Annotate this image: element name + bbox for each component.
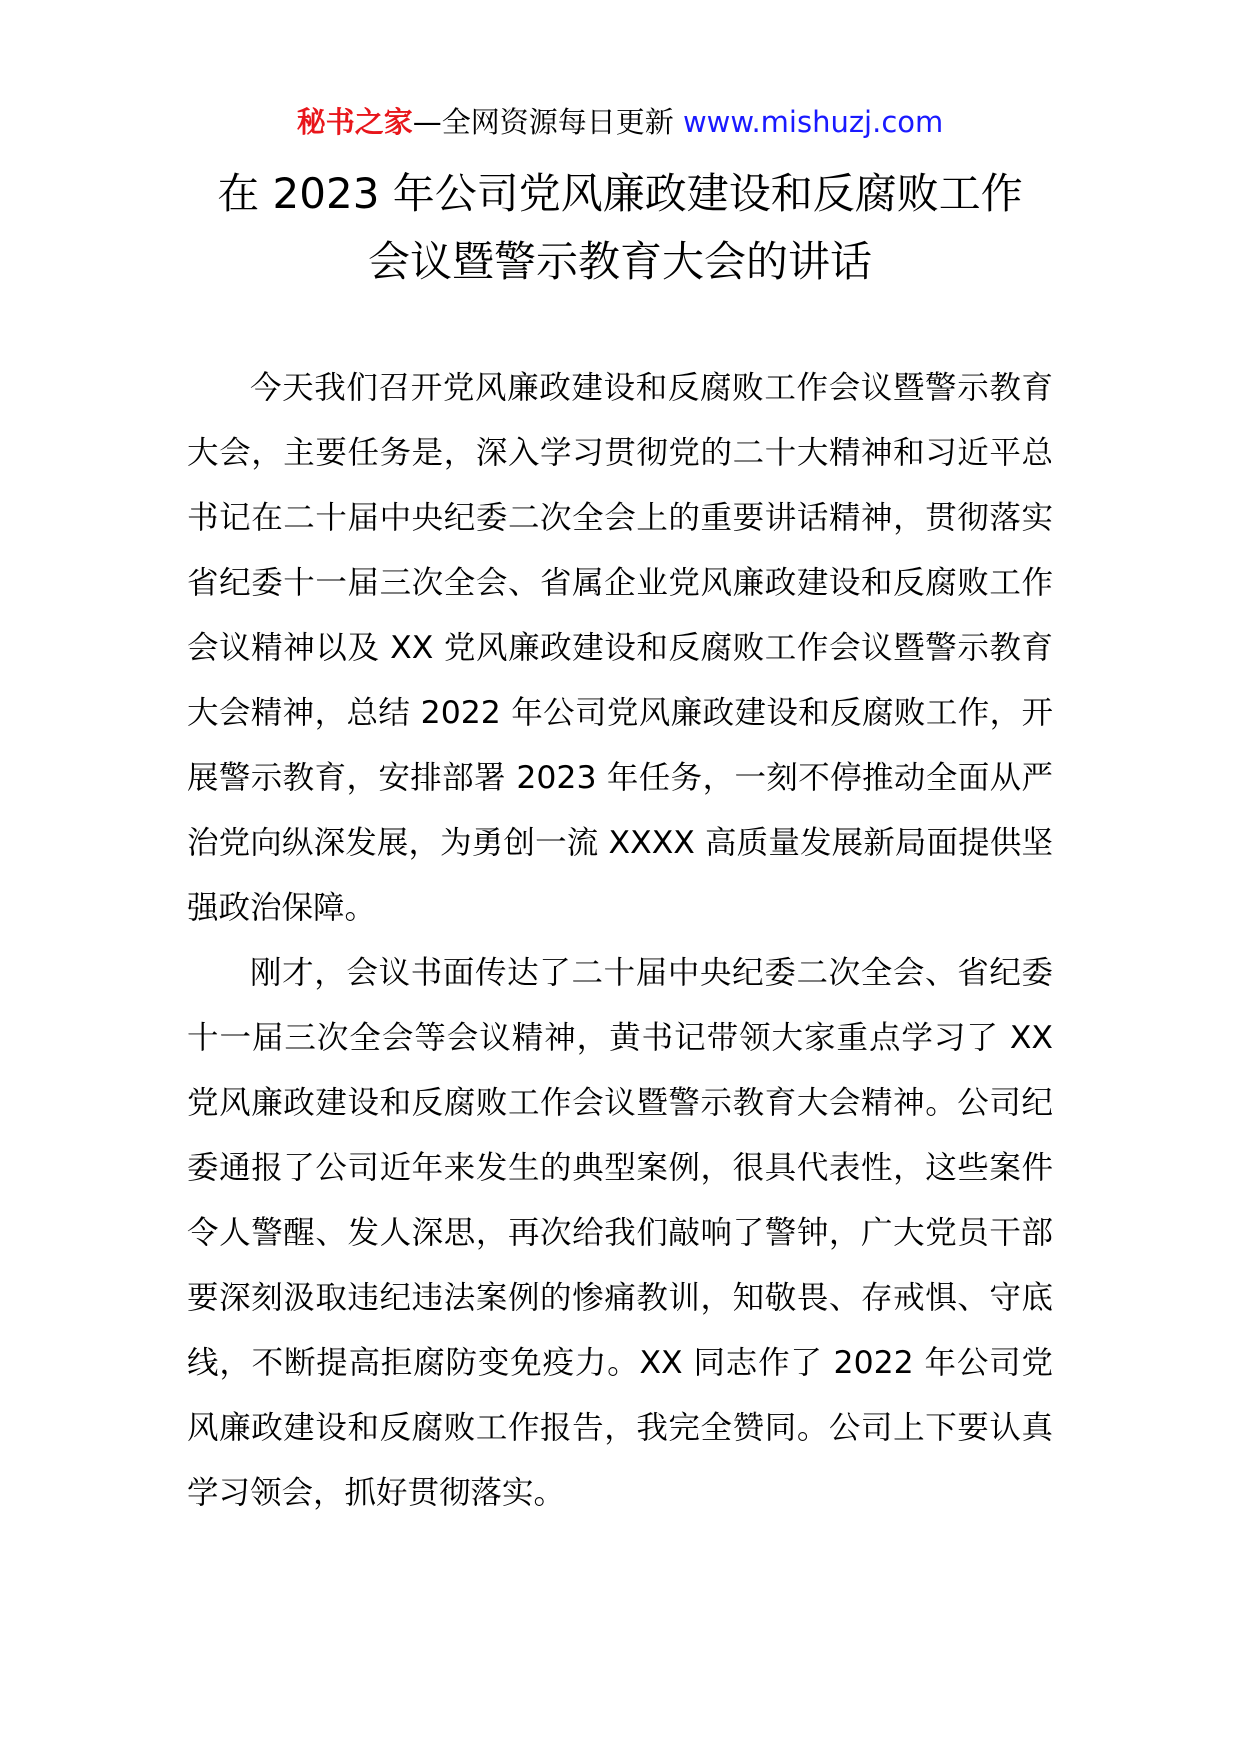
document-title (150, 160, 1090, 296)
title-line-2: 会议暨警示教育大会的讲话 (367, 237, 872, 286)
site-name: 秘书之家 (296, 105, 413, 139)
body-paragraph: 刚才，会议书面传达了二十届中央纪委二次全会、省纪委十一届三次全会等会议精神，黄书记带领大家重点学习了 XX 党风廉政建设和反腐败工作会议暨警示教育大会精神。公司纪委通报了公司近年来发生的典型案例，很具代表性，这些案件令人警醒、发人深思，再次给我们敲响了警钟，广大党员干部要深刻汲取违纪违法案例的惨痛教训，知敬畏、存戒惧、守底线，不断提高拒腐防变免疫力。XX 同志作了 2022 年公司党风廉政建设和反腐败工作报告，我完全赞同。公司上下要认真学习领会，抓好贯彻落实。 (187, 955, 1053, 1511)
page-header (0, 100, 1240, 144)
body-paragraph: 今天我们召开党风廉政建设和反腐败工作会议暨警示教育大会，主要任务是，深入学习贯彻党的二十大精神和习近平总书记在二十届中央纪委二次全会上的重要讲话精神，贯彻落实省纪委十一届三次全会、省属企业党风廉政建设和反腐败工作会议精神以及 XX 党风廉政建设和反腐败工作会议暨警示教育大会精神，总结 2022 年公司党风廉政建设和反腐败工作，开展警示教育，安排部署 2023 年任务，一刻不停推动全面从严治党向纵深发展，为勇创一流 XXXX 高质量发展新局面提供坚强政治保障。 (187, 370, 1053, 926)
site-tagline: —全网资源每日更新 (412, 105, 683, 139)
document-body (187, 356, 1053, 1526)
site-url-link[interactable]: www.mishuzj.com (682, 105, 944, 139)
title-line-1: 在 2023 年公司党风廉政建设和反腐败工作 (217, 169, 1023, 218)
